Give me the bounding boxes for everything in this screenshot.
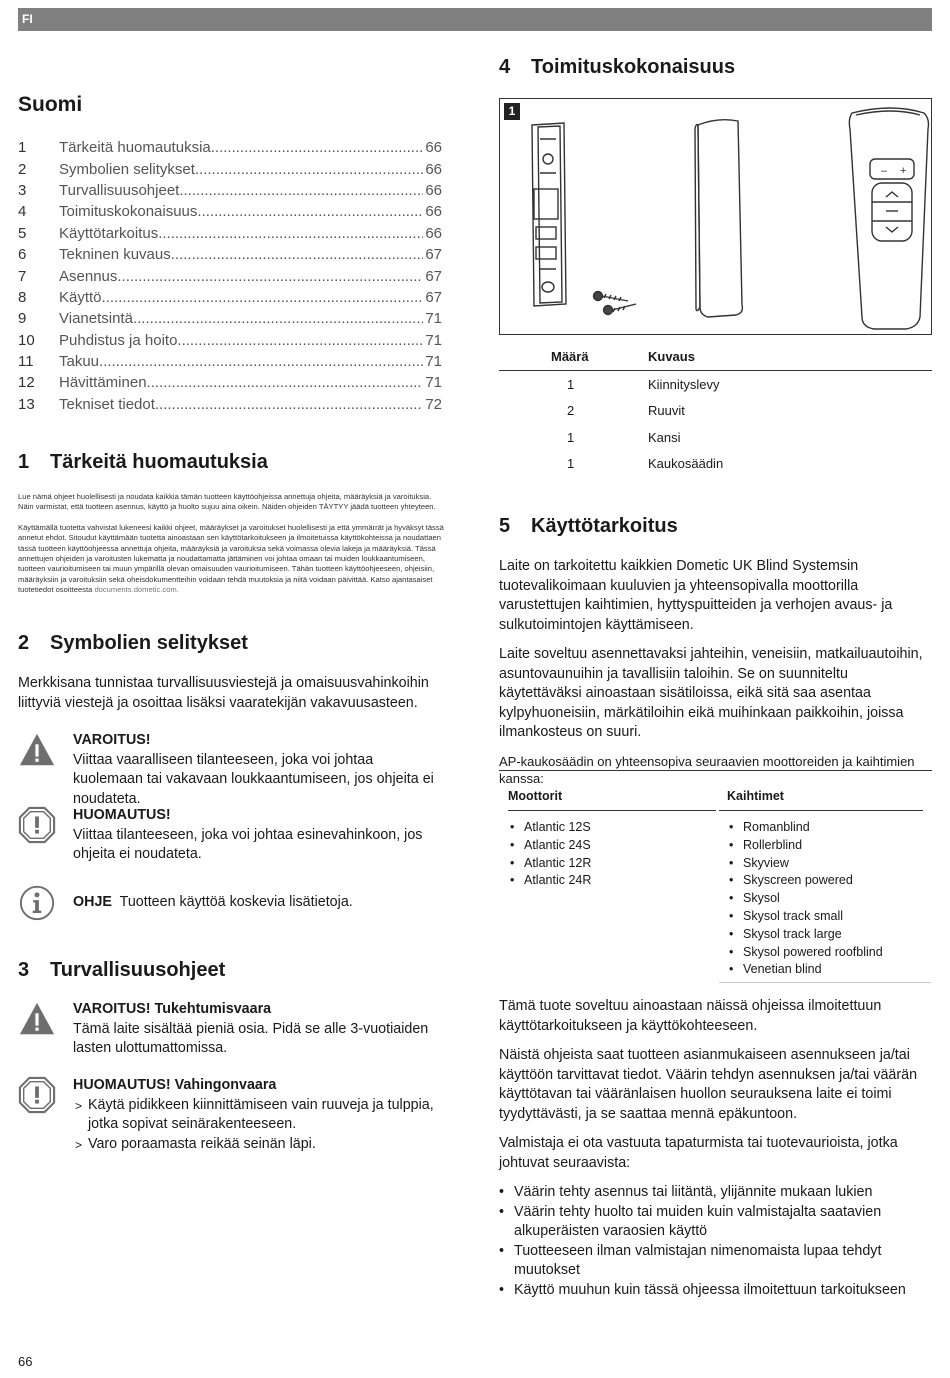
toc-leader — [117, 268, 423, 285]
section-2-intro — [18, 674, 444, 723]
remote-illustration — [849, 108, 928, 329]
toc-title: Puhdistus ja hoito — [59, 331, 178, 349]
table-row — [499, 371, 932, 398]
toc-entry[interactable] — [18, 330, 442, 351]
paragraph: Lue nämä ohjeet huolellisesti ja noudata kaikkia tämän tuotteen käyttöohjeissa annettuja ohjeita, määräyksiä ja varoituksia. Näin varmistat, että tuotteen asennus, käyttö ja huolto sujuu aina oikein. Näiden ohjeiden TÄYTYY jäädä tuotteen yhteyteen. — [18, 492, 436, 512]
qty-cell: 1 — [567, 456, 575, 472]
section-1 — [18, 451, 444, 474]
delivery-illustration — [500, 99, 931, 334]
toc-title: Vianetsintä — [59, 310, 133, 328]
paragraph: Käyttämällä tuotetta vahvistat lukeneesi kaikki ohjeet, määräykset ja varoitukset huolellisesti ja että ymmärrät ja hyväksyt tässä annetut ehdot. Sitoudut käyttämään tuotetta ainoastaan sen käyttötarkoitukseen ja ilmoitetuissa käyttökohteissa ja noudattaen tässä tuotteen käyttöohjeessa annettuja ohjeita, määräyksiä ja varoituksia sekä voimassa olevia lakeja ja määräyksiä. Tässä annettujen ohjeiden ja varoitusten lukematta ja noudattamatta jättäminen voi johtaa omaan tai muiden loukkaantumiseen, tuotteen vaurioitumiseen tai muun ympärillä olevan omaisuuden vaurioitumiseen. Tähän tuotteen käyttöohjeeseen, ohjeisiin, määräyksiin ja varoituksiin sekä oheisdokumentteihin voidaan tehdä muutoksia ja niitä voidaan päivittää. Katso ajantasaiset tuotetiedot osoitteesta documents.dometic.com. — [18, 522, 444, 595]
section-title: Symbolien selitykset — [50, 632, 248, 654]
toc-page: 66 — [425, 203, 442, 221]
toc-number: 10 — [18, 331, 35, 349]
language-title: Suomi — [18, 93, 83, 116]
list-item: • Skysol track small — [727, 908, 931, 926]
remote-plus-label: + — [900, 165, 907, 177]
toc-page: 71 — [425, 374, 442, 392]
toc-leader — [197, 203, 423, 220]
toc-leader — [195, 161, 423, 178]
toc-number: 7 — [18, 267, 27, 285]
section-title: Toimituskokonaisuus — [531, 56, 736, 78]
toc-title: Asennus — [59, 267, 118, 285]
toc-page: 66 — [425, 139, 442, 157]
list-item: • Venetian blind — [727, 961, 931, 979]
list-item: • Atlantic 24R — [508, 872, 716, 890]
section-number: 3 — [18, 959, 30, 981]
list-item: • Skysol track large — [727, 926, 931, 944]
list-item: • Atlantic 24S — [508, 837, 716, 855]
table-of-contents — [18, 137, 442, 415]
mounting-plate-illustration — [532, 123, 566, 306]
delivery-table — [499, 342, 932, 477]
toc-number: 12 — [18, 374, 35, 392]
toc-title: Tekniset tiedot — [59, 395, 155, 413]
section-3-heading — [18, 959, 444, 982]
cover-illustration — [695, 120, 742, 317]
toc-number: 13 — [18, 395, 35, 413]
list-item: • Rollerblind — [727, 837, 931, 855]
notice-text: Viittaa tilanteeseen, joka voi johtaa esinevahinkoon, jos ohjeita ei noudateta. — [73, 826, 423, 862]
section-5 — [499, 515, 932, 538]
toc-number: 1 — [18, 139, 27, 157]
warning-text: Tämä laite sisältää pieniä osia. Pidä se alle 3-vuotiaiden lasten ulottumattomissa. — [73, 1020, 429, 1056]
paragraph: Laite soveltuu asennettavaksi jahteihin, veneisiin, matkailuautoihin, asuntovaunuihin ja tavallisiin taloihin. Se on suunniteltu käytettäväksi ainoastaan sisätiloissa, eikä sitä saa asentaa kylpyhuoneisiin, märkätiloihin eikä muihinkaan paikkoihin, joissa ilmankosteus on suuri. — [499, 646, 923, 740]
blinds-list — [719, 819, 931, 983]
toc-leader — [171, 246, 424, 263]
toc-entry[interactable] — [18, 351, 442, 372]
toc-number: 5 — [18, 224, 27, 242]
header-bar — [18, 8, 932, 31]
toc-leader — [99, 353, 423, 370]
list-item: • Romanblind — [727, 819, 931, 837]
toc-number: 4 — [18, 203, 27, 221]
section-2 — [18, 632, 444, 655]
desc-cell: Kansi — [648, 429, 681, 445]
toc-number: 3 — [18, 181, 27, 199]
toc-entry[interactable] — [18, 137, 442, 158]
toc-page: 71 — [425, 353, 442, 371]
notice-icon — [18, 806, 56, 844]
toc-entry[interactable] — [18, 265, 442, 286]
toc-leader — [179, 182, 423, 199]
toc-title: Symbolien selitykset — [59, 160, 195, 178]
table-header — [499, 342, 932, 371]
toc-page: 67 — [425, 246, 442, 264]
screws-illustration — [594, 292, 637, 315]
list-item: • Skysol powered roofblind — [727, 944, 931, 962]
section-title: Käyttötarkoitus — [531, 515, 678, 537]
info-title: OHJE — [73, 894, 112, 910]
list-item: • Tuotteeseen ilman valmistajan nimenomaista lupaa tehdyt muutokset — [499, 1242, 932, 1281]
list-item: > Käytä pidikkeen kiinnittämiseen vain ruuveja ja tulppia, jotka sopivat seinärakenteeseen. — [73, 1096, 444, 1135]
toc-entry[interactable] — [18, 244, 442, 265]
toc-page: 71 — [425, 310, 442, 328]
toc-title: Käyttötarkoitus — [59, 224, 159, 242]
section-number: 2 — [18, 632, 30, 654]
toc-leader — [155, 396, 423, 413]
toc-number: 8 — [18, 288, 27, 306]
toc-title: Turvallisuusohjeet — [59, 181, 180, 199]
toc-leader — [102, 289, 424, 306]
desc-cell: Ruuvit — [648, 403, 685, 419]
table-body — [499, 811, 932, 983]
paragraph: Merkkisana tunnistaa turvallisuusviestejä ja omaisuusvahinkoihin liittyviä viestejä ja osoittaa lisäksi vaaratekijän vakavuusasteen. — [18, 675, 429, 711]
toc-page: 66 — [425, 181, 442, 199]
paragraph: Tämä tuote soveltuu ainoastaan näissä ohjeissa ilmoitettuun käyttötarkoitukseen ja käyttökohteeseen. — [499, 998, 882, 1034]
motors-list — [508, 819, 716, 983]
toc-number: 9 — [18, 310, 27, 328]
toc-leader — [133, 310, 423, 327]
section-title: Tärkeitä huomautuksia — [50, 451, 268, 473]
section-number: 1 — [18, 451, 30, 473]
section-2-heading — [18, 632, 444, 655]
liability-list — [499, 1183, 932, 1300]
toc-number: 2 — [18, 160, 27, 178]
toc-entry[interactable] — [18, 201, 442, 222]
toc-page: 72 — [425, 395, 442, 413]
list-item: • Väärin tehty huolto tai muiden kuin valmistajalta saatavien alkuperäisten varaosien käyttö — [499, 1203, 932, 1242]
documents-link[interactable]: documents.dometic.com. — [94, 585, 179, 595]
toc-leader — [158, 225, 423, 242]
warning-title: VAROITUS! Tukehtumisvaara — [73, 1001, 272, 1017]
section-number: 5 — [499, 515, 511, 537]
warning-text: Viittaa vaaralliseen tilanteeseen, joka voi johtaa kuolemaan tai vakavaan loukkaantumiseen, jos ohjeita ei noudateta. — [73, 751, 434, 807]
qty-cell: 1 — [567, 429, 575, 445]
list-item: • Käyttö muuhun kuin tässä ohjeessa ilmoitettuun tarkoitukseen — [499, 1281, 932, 1301]
paragraph: Laite on tarkoitettu kaikkien Dometic UK Blind Systemsin tuotevalikoimaan kuuluvien ja yhteensopivalla moottorilla varustettujen kaihtimien, hyttyspuitteiden ja verhojen avaus- ja sulkutoimintojen käyttämiseen. — [499, 558, 893, 633]
list-item: > Varo poraamasta reikää seinän läpi. — [73, 1135, 444, 1155]
toc-number: 6 — [18, 246, 27, 264]
section-4-heading — [499, 56, 932, 79]
figure-label: 1 — [504, 103, 520, 120]
page-number: 66 — [18, 1354, 33, 1369]
section-5-body — [499, 557, 932, 797]
toc-leader — [211, 139, 424, 156]
notice-list — [73, 1096, 444, 1155]
paragraph: AP-kaukosäädin on yhteensopiva seuraavien moottoreiden ja kaihtimien kanssa: — [499, 753, 915, 786]
header-qty: Määrä — [551, 348, 589, 364]
notice-title: HUOMAUTUS! — [73, 807, 171, 823]
desc-cell: Kiinnityslevy — [648, 376, 720, 392]
info-text: Tuotteen käyttöä koskevia lisätietoja. — [119, 894, 353, 910]
toc-title: Takuu — [59, 353, 100, 371]
warning-icon — [18, 1000, 56, 1038]
list-item: • Skyscreen powered — [727, 872, 931, 890]
motors-header: Moottorit — [508, 789, 716, 811]
section-number: 4 — [499, 56, 511, 78]
notice-icon — [18, 1076, 56, 1114]
toc-page: 71 — [425, 331, 442, 349]
compatibility-table — [499, 770, 932, 983]
toc-entry[interactable] — [18, 180, 442, 201]
toc-title: Käyttö — [59, 288, 102, 306]
header-desc: Kuvaus — [648, 348, 695, 364]
blinds-header: Kaihtimet — [719, 789, 923, 811]
toc-page: 67 — [425, 267, 442, 285]
table-row — [499, 451, 932, 478]
warning-icon — [18, 731, 56, 769]
toc-title: Tekninen kuvaus — [59, 246, 171, 264]
table-row — [499, 424, 932, 451]
toc-entry[interactable] — [18, 372, 442, 393]
toc-title: Tärkeitä huomautuksia — [59, 139, 211, 157]
warning-title: VAROITUS! — [73, 732, 151, 748]
list-item: • Skysol — [727, 890, 931, 908]
list-item: • Skyview — [727, 855, 931, 873]
toc-entry[interactable] — [18, 287, 442, 308]
toc-title: Toimituskokonaisuus — [59, 203, 198, 221]
section-3 — [18, 959, 444, 982]
qty-cell: 2 — [567, 403, 575, 419]
desc-cell: Kaukosäädin — [648, 456, 724, 472]
section-1-body — [18, 492, 446, 606]
toc-page: 66 — [425, 224, 442, 242]
section-title: Turvallisuusohjeet — [50, 959, 226, 981]
paragraph: Näistä ohjeista saat tuotteen asianmukaiseen asennukseen ja/tai käyttöön tarvittavat tiedot. Väärin tehdyn asennuksen ja/tai väärän käyttötavan tai vääränlaisen huollon seurauksena laite ei toimi tyydyttävästi, ja se saattaa mennä epäkuntoon. — [499, 1047, 918, 1122]
paragraph: Valmistaja ei ota vastuuta tapaturmista tai tuotevaurioista, jotka johtuvat seuraavista: — [499, 1135, 898, 1171]
qty-cell: 1 — [567, 376, 575, 392]
toc-page: 66 — [425, 160, 442, 178]
toc-number: 11 — [18, 353, 34, 371]
language-code: FI — [22, 12, 33, 26]
toc-entry[interactable] — [18, 223, 442, 244]
list-item: • Atlantic 12R — [508, 855, 716, 873]
info-icon — [18, 884, 56, 922]
section-4 — [499, 56, 932, 79]
remote-minus-label: – — [881, 165, 888, 177]
list-item: • Atlantic 12S — [508, 819, 716, 837]
section-5-heading — [499, 515, 932, 538]
toc-leader — [177, 332, 423, 349]
list-item: • Väärin tehty asennus tai liitäntä, ylijännite mukaan lukien — [499, 1183, 932, 1203]
section-5-body-2 — [499, 997, 932, 1300]
notice-title: HUOMAUTUS! Vahingonvaara — [73, 1077, 277, 1093]
table-body — [499, 371, 932, 477]
table-row — [499, 398, 932, 425]
toc-entry[interactable] — [18, 158, 442, 179]
section-1-heading — [18, 451, 444, 474]
toc-title: Hävittäminen — [59, 374, 147, 392]
table-header — [499, 771, 932, 811]
toc-page: 67 — [425, 288, 442, 306]
toc-entry[interactable] — [18, 394, 442, 415]
toc-entry[interactable] — [18, 308, 442, 329]
delivery-figure — [499, 98, 932, 335]
toc-leader — [147, 374, 424, 391]
